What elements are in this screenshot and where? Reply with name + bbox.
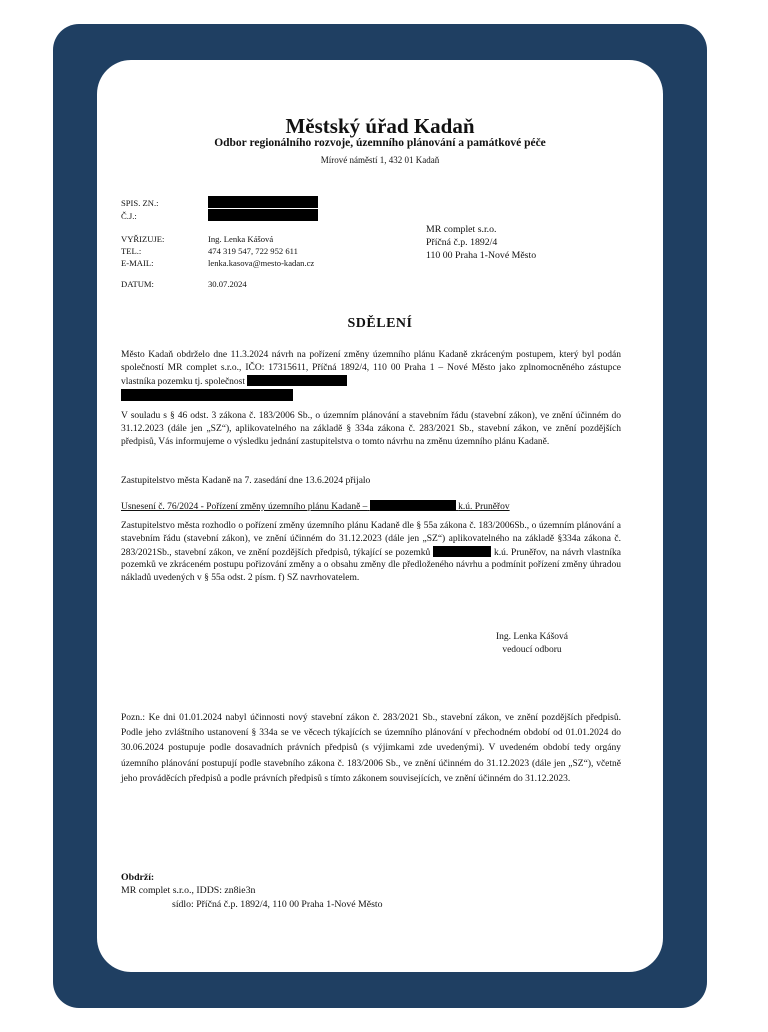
recipient-line2: Příčná č.p. 1892/4: [426, 237, 498, 248]
signature-role: vedoucí odboru: [502, 645, 562, 655]
email-label: E-MAIL:: [121, 258, 154, 268]
paragraph-4-part1: Zastupitelstvo města rozhodlo o pořízení změny územního plánu Kadaně dle § 55a zákona č. 183/2006Sb., o územním plánování a stavebním řádu (stavební zákon), ve znění účinném do 31.12.2023 (dále jen „SZ“) aplikovatelného na základě §334a zákona č. 283/2021Sb., stavební zákon, ve znění pozdějších předpisů, týkající se pozemků: [121, 521, 621, 558]
paragraph-4-part2: k.ú. Pruněřov, na návrh vlastníka pozemků ve zkráceném postupu pořizování změny a o obsahu změny dle předloženého návrhu a podmínit pořízení změny úhradou nákladů uvedených v § 55a odst. 2 písm. f) SZ navrhovatelem.: [121, 547, 622, 584]
cj-label: Č.J.:: [121, 211, 137, 221]
parcel-redaction: [433, 546, 491, 557]
obdrzi-line1: MR complet s.r.o., IDDS: zn8ie3n: [121, 885, 256, 896]
email-value: lenka.kasova@mesto-kadan.cz: [208, 258, 315, 268]
tel-value: 474 319 547, 722 952 611: [208, 246, 298, 256]
owner-redaction-line: [121, 389, 293, 401]
owner-redaction-inline: [247, 375, 347, 386]
tel-label: TEL.:: [121, 246, 142, 256]
letterhead-address: Mírové náměstí 1, 432 01 Kadaň: [320, 155, 440, 165]
resolution-suffix: k.ú. Pruněřov: [458, 502, 510, 512]
paragraph-1: [121, 349, 621, 388]
signature-name: Ing. Lenka Kášová: [495, 632, 568, 642]
resolution-redaction: [370, 500, 456, 511]
datum-label: DATUM:: [121, 279, 154, 289]
recipient-line1: MR complet s.r.o.: [426, 224, 497, 235]
document-heading: SDĚLENÍ: [347, 316, 413, 331]
letterhead-subtitle: Odbor regionálního rozvoje, územního plánování a památkové péče: [214, 137, 546, 149]
paragraph-3: Zastupitelstvo města Kadaně na 7. zasedání dne 13.6.2024 přijalo: [121, 476, 371, 486]
recipient-line3: 110 00 Praha 1-Nové Město: [426, 250, 537, 261]
vyrizuje-value: Ing. Lenka Kášová: [208, 234, 274, 244]
resolution-prefix: Usnesení č. 76/2024 - Pořízení změny územního plánu Kadaně –: [121, 502, 368, 512]
datum-value: 30.07.2024: [208, 279, 247, 289]
obdrzi-line2: sídlo: Příčná č.p. 1892/4, 110 00 Praha 1-Nové Město: [172, 899, 383, 910]
paragraph-1-text: Město Kadaň obdrželo dne 11.3.2024 návrh na pořízení změny územního plánu Kadaně zkráceným postupem, který byl podán společností MR complet s.r.o., IČO: 17315611, Příčná 1892/4, 110 00 Praha 1 – Nové Město jako zplnomocněného zástupce vlastníka pozemku tj. společnost: [121, 350, 621, 387]
spis-redaction: [208, 196, 318, 208]
vyrizuje-label: VYŘIZUJE:: [121, 234, 165, 244]
cj-redaction: [208, 209, 318, 221]
document-page: [97, 60, 663, 972]
paragraph-2: V souladu s § 46 odst. 3 zákona č. 183/2006 Sb., o územním plánování a stavebním řádu (stavební zákon), ve znění účinném do 31.12.2023 (dále jen „SZ“), aplikovatelného na základě § 334a zákona č. 283/2021 Sb., stavební zákon, ve znění pozdějších předpisů, Vás informujeme o výsledku jednání zastupitelstva o tomto návrhu na změnu územního plánu Kadaně.: [121, 411, 621, 447]
letterhead-title: Městský úřad Kadaň: [285, 114, 475, 138]
resolution-line: [121, 500, 510, 512]
legal-note: Pozn.: Ke dni 01.01.2024 nabyl účinnosti nový stavební zákon č. 283/2021 Sb., stavební zákon, ve znění pozdějších předpisů. Podle jeho zvláštního ustanovení § 334a se ve věcech týkajících se územního plánování v přechodném období od 01.01.2024 do 30.06.2024 postupuje podle dosavadních právních předpisů (s výjimkami zde uvedenými). V uvedeném období tedy orgány územního plánování postupují podle stavebního zákona č. 183/2006 Sb., ve znění účinném do 31.12.2023 (dále jen „SZ“), včetně jeho prováděcích předpisů a podle právních předpisů s tímto zákonem souvisejících, ve znění účinném do 31.12.2023.: [121, 713, 621, 784]
obdrzi-heading: Obdrží:: [121, 872, 155, 883]
paragraph-4: [121, 520, 621, 585]
spis-label: SPIS. ZN.:: [121, 198, 159, 208]
